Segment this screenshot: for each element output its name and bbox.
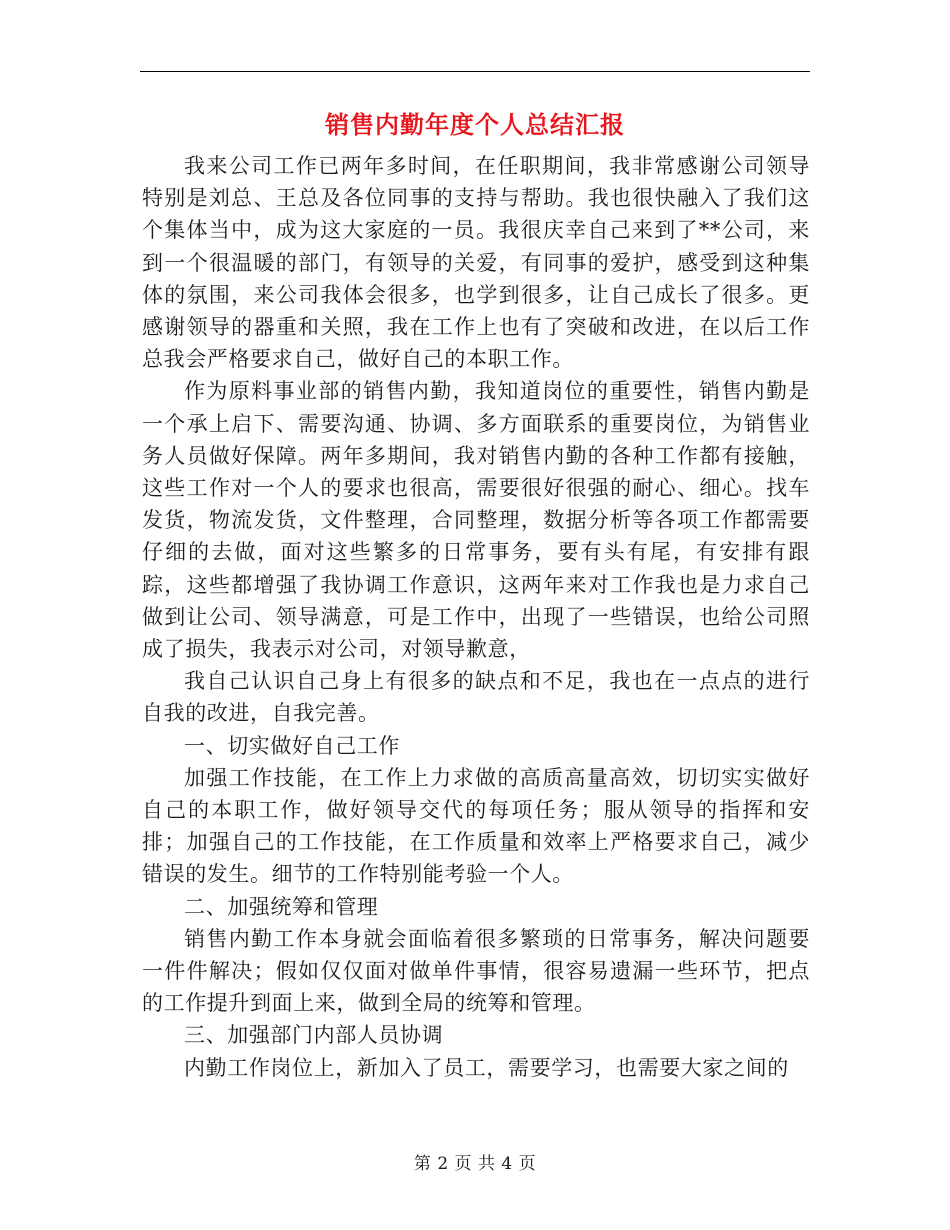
paragraph-section-3: 内勤工作岗位上，新加入了员工，需要学习，也需要大家之间的 xyxy=(184,1055,789,1080)
document-title: 销售内勤年度个人总结汇报 xyxy=(325,110,625,139)
section-heading-2: 二、加强统筹和管理 xyxy=(184,894,379,919)
section-heading-3: 三、加强部门内部人员协调 xyxy=(184,1023,444,1048)
paragraph-self-reflection: 我自己认识自己身上有很多的缺点和不足，我也在一点点的进行自我的改进，自我完善。 xyxy=(142,669,810,726)
page-number: 第 2 页 共 4 页 xyxy=(413,1154,537,1174)
document-body xyxy=(142,150,810,1084)
paragraph-section-1: 加强工作技能，在工作上力求做的高质高量高效，切切实实做好自己的本职工作，做好领导交代的每项任务；服从领导的指挥和安排；加强自己的工作技能，在工作质量和效率上严格要求自己，减少错误的发生。细节的工作特别能考验一个人。 xyxy=(142,765,810,887)
paragraph-role: 作为原料事业部的销售内勤，我知道岗位的重要性，销售内勤是一个承上启下、需要沟通、协调、多方面联系的重要岗位，为销售业务人员做好保障。两年多期间，我对销售内勤的各种工作都有接触，这些工作对一个人的要求也很高，需要很好很强的耐心、细心。找车发货，物流发货，文件整理，合同整理，数据分析等各项工作都需要仔细的去做，面对这些繁多的日常事务，要有头有尾，有安排有跟踪，这些都增强了我协调工作意识，这两年来对工作我也是力求自己做到让公司、领导满意，可是工作中，出现了一些错误，也给公司照成了损失，我表示对公司，对领导歉意， xyxy=(142,379,810,662)
header-rule xyxy=(140,71,810,72)
paragraph-section-2: 销售内勤工作本身就会面临着很多繁琐的日常事务，解决问题要一件件解决；假如仅仅面对做单件事情，很容易遗漏一些环节，把点的工作提升到面上来，做到全局的统筹和管理。 xyxy=(142,926,810,1016)
section-heading-1: 一、切实做好自己工作 xyxy=(184,733,400,758)
paragraph-intro: 我来公司工作已两年多时间，在任职期间，我非常感谢公司领导特别是刘总、王总及各位同事的支持与帮助。我也很快融入了我们这个集体当中，成为这大家庭的一员。我很庆幸自己来到了**公司，来到一个很温暖的部门，有领导的关爱，有同事的爱护，感受到这种集体的氛围，来公司我体会很多，也学到很多，让自己成长了很多。更感谢领导的器重和关照，我在工作上也有了突破和改进，在以后工作总我会严格要求自己，做好自己的本职工作。 xyxy=(142,154,810,372)
